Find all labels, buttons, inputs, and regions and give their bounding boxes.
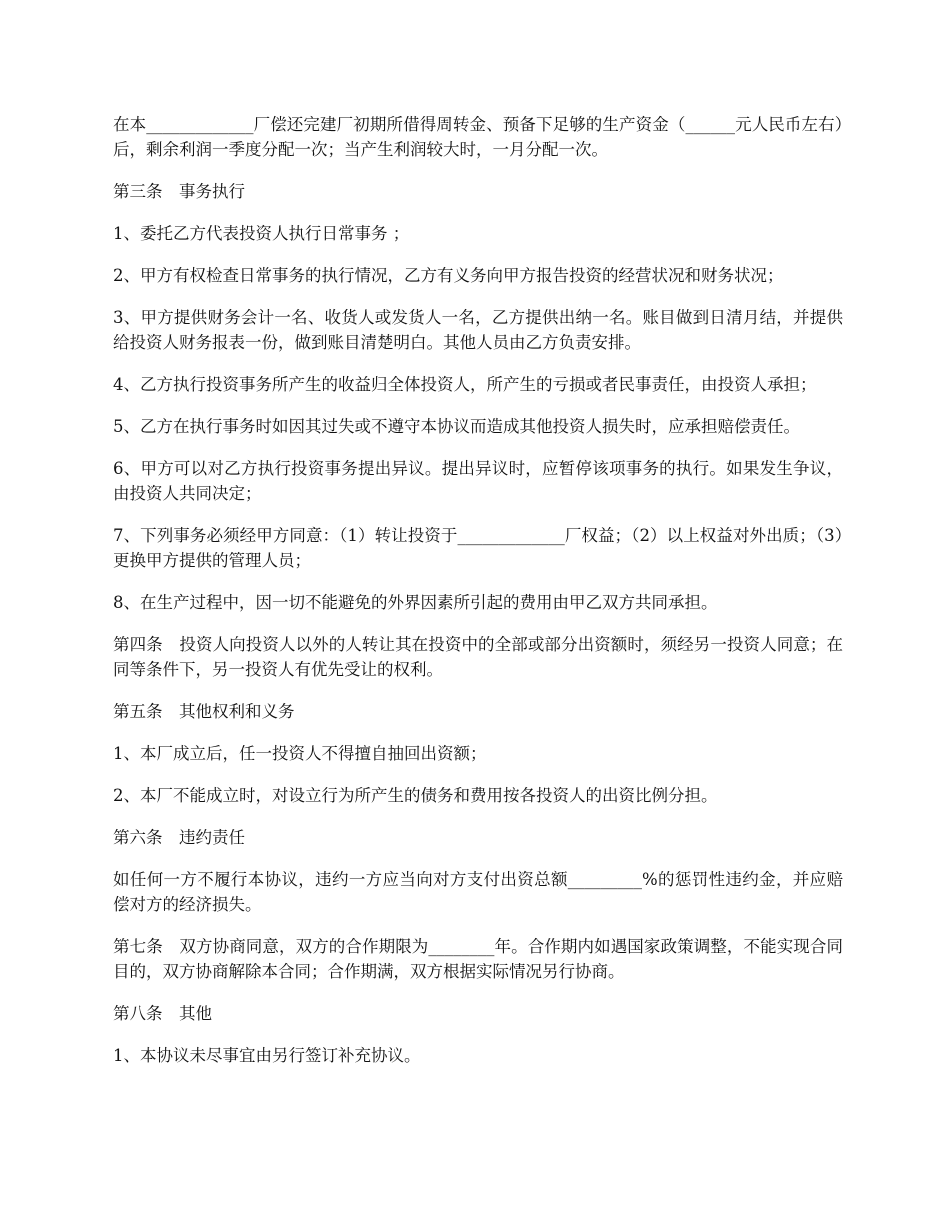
paragraph-article-3-item-6: 6、甲方可以对乙方执行投资事务提出异议。提出异议时，应暂停该项事务的执行。如果发生争议，由投资人共同决定； [113, 459, 843, 503]
heading-article-6: 第六条 违约责任 [113, 828, 245, 847]
document-body [113, 112, 843, 1085]
heading-article-5: 第五条 其他权利和义务 [113, 702, 295, 721]
heading-article-3: 第三条 事务执行 [113, 182, 245, 201]
heading-article-8: 第八条 其他 [113, 1004, 212, 1023]
paragraph-article-5-item-1: 1、本厂成立后，任一投资人不得擅自抽回出资额； [113, 744, 487, 763]
paragraph-article-3-item-7: 7、下列事务必须经甲方同意：（1）转让投资于_____________厂权益；（2）以上权益对外出质；（3）更换甲方提供的管理人员； [113, 526, 843, 570]
paragraph-article-7: 第七条 双方协商同意，双方的合作期限为________年。合作期内如遇国家政策调整，不能实现合同目的，双方协商解除本合同；合作期满，双方根据实际情况另行协商。 [113, 937, 843, 981]
paragraph-article-4: 第四条 投资人向投资人以外的人转让其在投资中的全部或部分出资额时，须经另一投资人同意；在同等条件下，另一投资人有优先受让的权利。 [113, 635, 843, 679]
paragraph-article-3-item-2: 2、甲方有权检查日常事务的执行情况，乙方有义务向甲方报告投资的经营状况和财务状况； [113, 266, 784, 285]
paragraph-article-3-item-1: 1、委托乙方代表投资人执行日常事务 ； [113, 224, 410, 243]
paragraph-article-5-item-2: 2、本厂不能成立时，对设立行为所产生的债务和费用按各投资人的出资比例分担。 [113, 786, 718, 805]
paragraph-article-3-item-5: 5、乙方在执行事务时如因其过失或不遵守本协议而造成其他投资人损失时，应承担赔偿责任。 [113, 417, 800, 436]
paragraph-article-3-item-3: 3、甲方提供财务会计一名、收货人或发货人一名，乙方提供出纳一名。账目做到日清月结，并提供给投资人财务报表一份，做到账目清楚明白。其他人员由乙方负责安排。 [113, 308, 843, 352]
paragraph-article-3-item-8: 8、在生产过程中，因一切不能避免的外界因素所引起的费用由甲乙双方共同承担。 [113, 593, 718, 612]
paragraph-article-8-item-1: 1、本协议未尽事宜由另行签订补充协议。 [113, 1046, 421, 1065]
paragraph-article-3-item-4: 4、乙方执行投资事务所产生的收益归全体投资人，所产生的亏损或者民事责任，由投资人承担； [113, 375, 817, 394]
paragraph-article-6-body: 如任何一方不履行本协议，违约一方应当向对方支付出资总额_________%的惩罚性违约金，并应赔偿对方的经济损失。 [113, 870, 843, 914]
paragraph-profit-distribution: 在本_____________厂偿还完建厂初期所借得周转金、预备下足够的生产资金（______元人民币左右）后，剩余利润一季度分配一次；当产生利润较大时，一月分配一次。 [113, 115, 844, 159]
